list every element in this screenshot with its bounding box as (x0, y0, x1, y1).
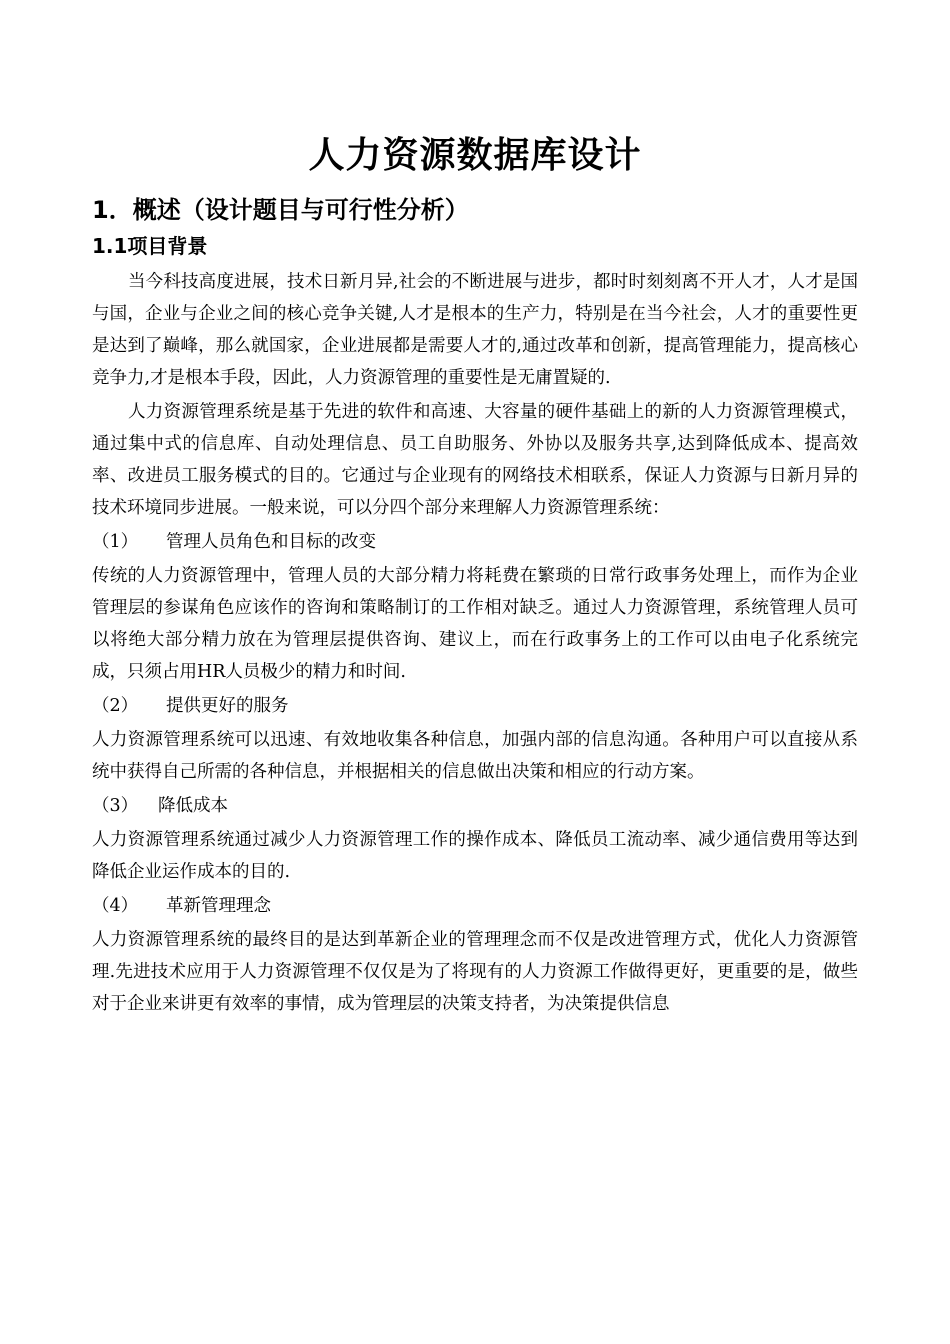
background-paragraph-2: 人力资源管理系统是基于先进的软件和高速、大容量的硬件基础上的新的人力资源管理模式，通过集中式的信息库、自动处理信息、员工自助服务、外协以及服务共享,达到降低成本、提高效率、改进员工服务模式的目的。它通过与企业现有的网络技术相联系，保证人力资源与日新月异的技术环境同步进展。一般来说，可以分四个部分来理解人力资源管理系统： (92, 402, 858, 518)
list-item-heading-2 (92, 690, 858, 722)
document-title: 人力资源数据库设计 (308, 135, 642, 176)
list-item-text-2: 人力资源管理系统可以迅速、有效地收集各种信息，加强内部的信息沟通。各种用户可以直接从系统中获得自己所需的各种信息，并根据相关的信息做出决策和相应的行动方案。 (92, 730, 858, 782)
list-item-heading-1 (92, 526, 858, 558)
section-1-1-heading: 1.1项目背景 (92, 234, 208, 258)
list-item-heading-4 (92, 890, 858, 922)
background-paragraph-1: 当今科技高度进展，技术日新月异,社会的不断进展与进步，都时时刻刻离不开人才，人才是国与国，企业与企业之间的核心竞争关键,人才是根本的生产力，特别是在当今社会，人才的重要性更是达到了巅峰，那么就国家，企业进展都是需要人才的,通过改革和创新，提高管理能力，提高核心竞争力,才是根本手段，因此，人力资源管理的重要性是无庸置疑的. (92, 272, 858, 388)
list-item-title: 提供更好的服务 (166, 696, 289, 716)
document-body (92, 128, 858, 1022)
section-1-heading: 1．概述（设计题目与可行性分析） (92, 196, 469, 224)
list-item-number: （2） (92, 696, 139, 716)
list-item-heading-3 (92, 790, 858, 822)
list-item-text-1: 传统的人力资源管理中，管理人员的大部分精力将耗费在繁琐的日常行政事务处理上，而作为企业管理层的参谋角色应该作的咨询和策略制订的工作相对缺乏。通过人力资源管理，系统管理人员可以将绝大部分精力放在为管理层提供咨询、建议上，而在行政事务上的工作可以由电子化系统完成，只须占用HR人员极少的精力和时间. (92, 566, 858, 682)
list-item-number: （3） (92, 796, 139, 816)
list-item-number: （1） (92, 532, 139, 552)
list-item-title: 管理人员角色和目标的改变 (166, 532, 376, 552)
list-item-title: 降低成本 (158, 796, 228, 816)
list-item-text-3: 人力资源管理系统通过减少人力资源管理工作的操作成本、降低员工流动率、减少通信费用等达到降低企业运作成本的目的. (92, 830, 858, 882)
list-item-text-4: 人力资源管理系统的最终目的是达到革新企业的管理理念而不仅是改进管理方式，优化人力资源管理.先进技术应用于人力资源管理不仅仅是为了将现有的人力资源工作做得更好，更重要的是，做些对于企业来讲更有效率的事情，成为管理层的决策支持者，为决策提供信息 (92, 930, 858, 1014)
list-item-title: 革新管理理念 (166, 896, 271, 916)
list-item-number: （4） (92, 896, 139, 916)
